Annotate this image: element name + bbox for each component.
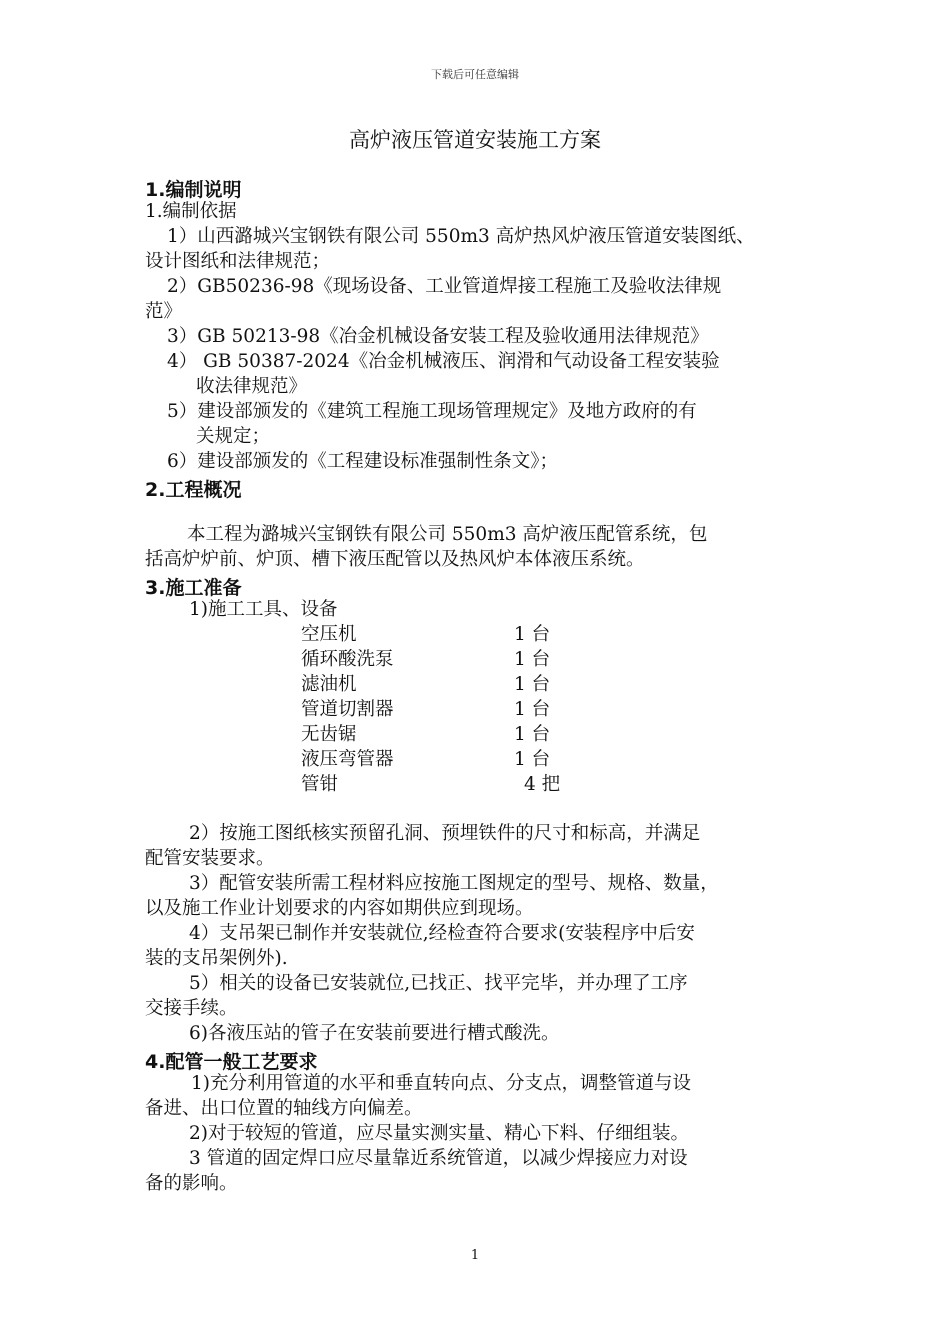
prep-item-4-line-2: 装的支吊架例外). (145, 948, 288, 969)
basis-item-5-line-1: 5）建设部颁发的《建筑工程施工现场管理规定》及地方政府的有 (167, 401, 697, 422)
overview-line-2: 括高炉炉前、炉顶、槽下液压配管以及热风炉本体液压系统。 (145, 549, 645, 570)
section-4-heading: 4.配管一般工艺要求 (145, 1051, 318, 1073)
prep-item-3-line-1: 3）配管安装所需工程材料应按施工图规定的型号、规格、数量， (189, 873, 719, 894)
section-1-subheading: 1.编制依据 (145, 201, 237, 222)
page-number: 1 (470, 1248, 480, 1263)
prep-item-4-line-1: 4）支吊架已制作并安装就位,经检查符合要求(安装程序中后安 (189, 923, 695, 944)
tool-qty: 1 台 (514, 624, 551, 645)
basis-item-3: 3）GB 50213-98《冶金机械设备安装工程及验收通用法律规范》 (167, 326, 709, 347)
basis-item-5-line-2: 关规定； (196, 426, 271, 447)
overview-line-1: 本工程为潞城兴宝钢铁有限公司 550m3 高炉液压配管系统，包 (187, 524, 708, 545)
section-1-heading: 1.编制说明 (145, 179, 242, 201)
document-title: 高炉液压管道安装施工方案 (349, 128, 601, 152)
prep-item-5-line-2: 交接手续。 (145, 998, 238, 1019)
prep-item-5-line-1: 5）相关的设备已安装就位,已找正、找平完毕，并办理了工序 (189, 973, 688, 994)
tool-qty: 4 把 (524, 774, 561, 795)
tool-name: 液压弯管器 (301, 749, 394, 770)
tool-name: 滤油机 (301, 674, 357, 695)
process-item-3-line-2: 备的影响。 (145, 1173, 238, 1194)
basis-item-4-line-1: 4） GB 50387-2024《冶金机械液压、润滑和气动设备工程安装验 (167, 351, 720, 372)
process-item-1-line-1: 1)充分利用管道的水平和垂直转向点、分支点，调整管道与设 (191, 1073, 691, 1094)
tools-subheading: 1)施工工具、设备 (189, 599, 338, 620)
process-item-2: 2)对于较短的管道，应尽量实测实量、精心下料、仔细组装。 (189, 1123, 689, 1144)
process-item-1-line-2: 备进、出口位置的轴线方向偏差。 (145, 1098, 423, 1119)
tool-qty: 1 台 (514, 649, 551, 670)
section-3-heading: 3.施工准备 (145, 577, 242, 599)
section-2-heading: 2.工程概况 (145, 479, 242, 501)
process-item-3-line-1: 3 管道的固定焊口应尽量靠近系统管道，以减少焊接应力对设 (189, 1148, 688, 1169)
basis-item-2-line-1: 2）GB50236-98《现场设备、工业管道焊接工程施工及验收法律规 (167, 276, 722, 297)
tool-qty: 1 台 (514, 674, 551, 695)
basis-item-1-line-2: 设计图纸和法律规范； (145, 251, 331, 272)
tool-qty: 1 台 (514, 699, 551, 720)
basis-item-2-line-2: 范》 (145, 301, 183, 322)
prep-item-3-line-2: 以及施工作业计划要求的内容如期供应到现场。 (145, 898, 534, 919)
basis-item-6: 6）建设部颁发的《工程建设标准强制性条文》； (167, 451, 559, 472)
tool-name: 管钳 (301, 774, 339, 795)
tool-qty: 1 台 (514, 724, 551, 745)
prep-item-2-line-2: 配管安装要求。 (145, 848, 275, 869)
tool-name: 空压机 (301, 624, 357, 645)
tool-qty: 1 台 (514, 749, 551, 770)
prep-item-2-line-1: 2）按施工图纸核实预留孔洞、预埋铁件的尺寸和标高，并满足 (189, 823, 701, 844)
page-header: 下载后可任意编辑 (431, 68, 519, 81)
prep-item-6: 6)各液压站的管子在安装前要进行槽式酸洗。 (189, 1023, 560, 1044)
tool-name: 循环酸洗泵 (301, 649, 394, 670)
basis-item-1-line-1: 1）山西潞城兴宝钢铁有限公司 550m3 高炉热风炉液压管道安装图纸、 (167, 226, 755, 247)
tool-name: 管道切割器 (301, 699, 394, 720)
basis-item-4-line-2: 收法律规范》 (196, 376, 308, 397)
tool-name: 无齿锯 (301, 724, 357, 745)
